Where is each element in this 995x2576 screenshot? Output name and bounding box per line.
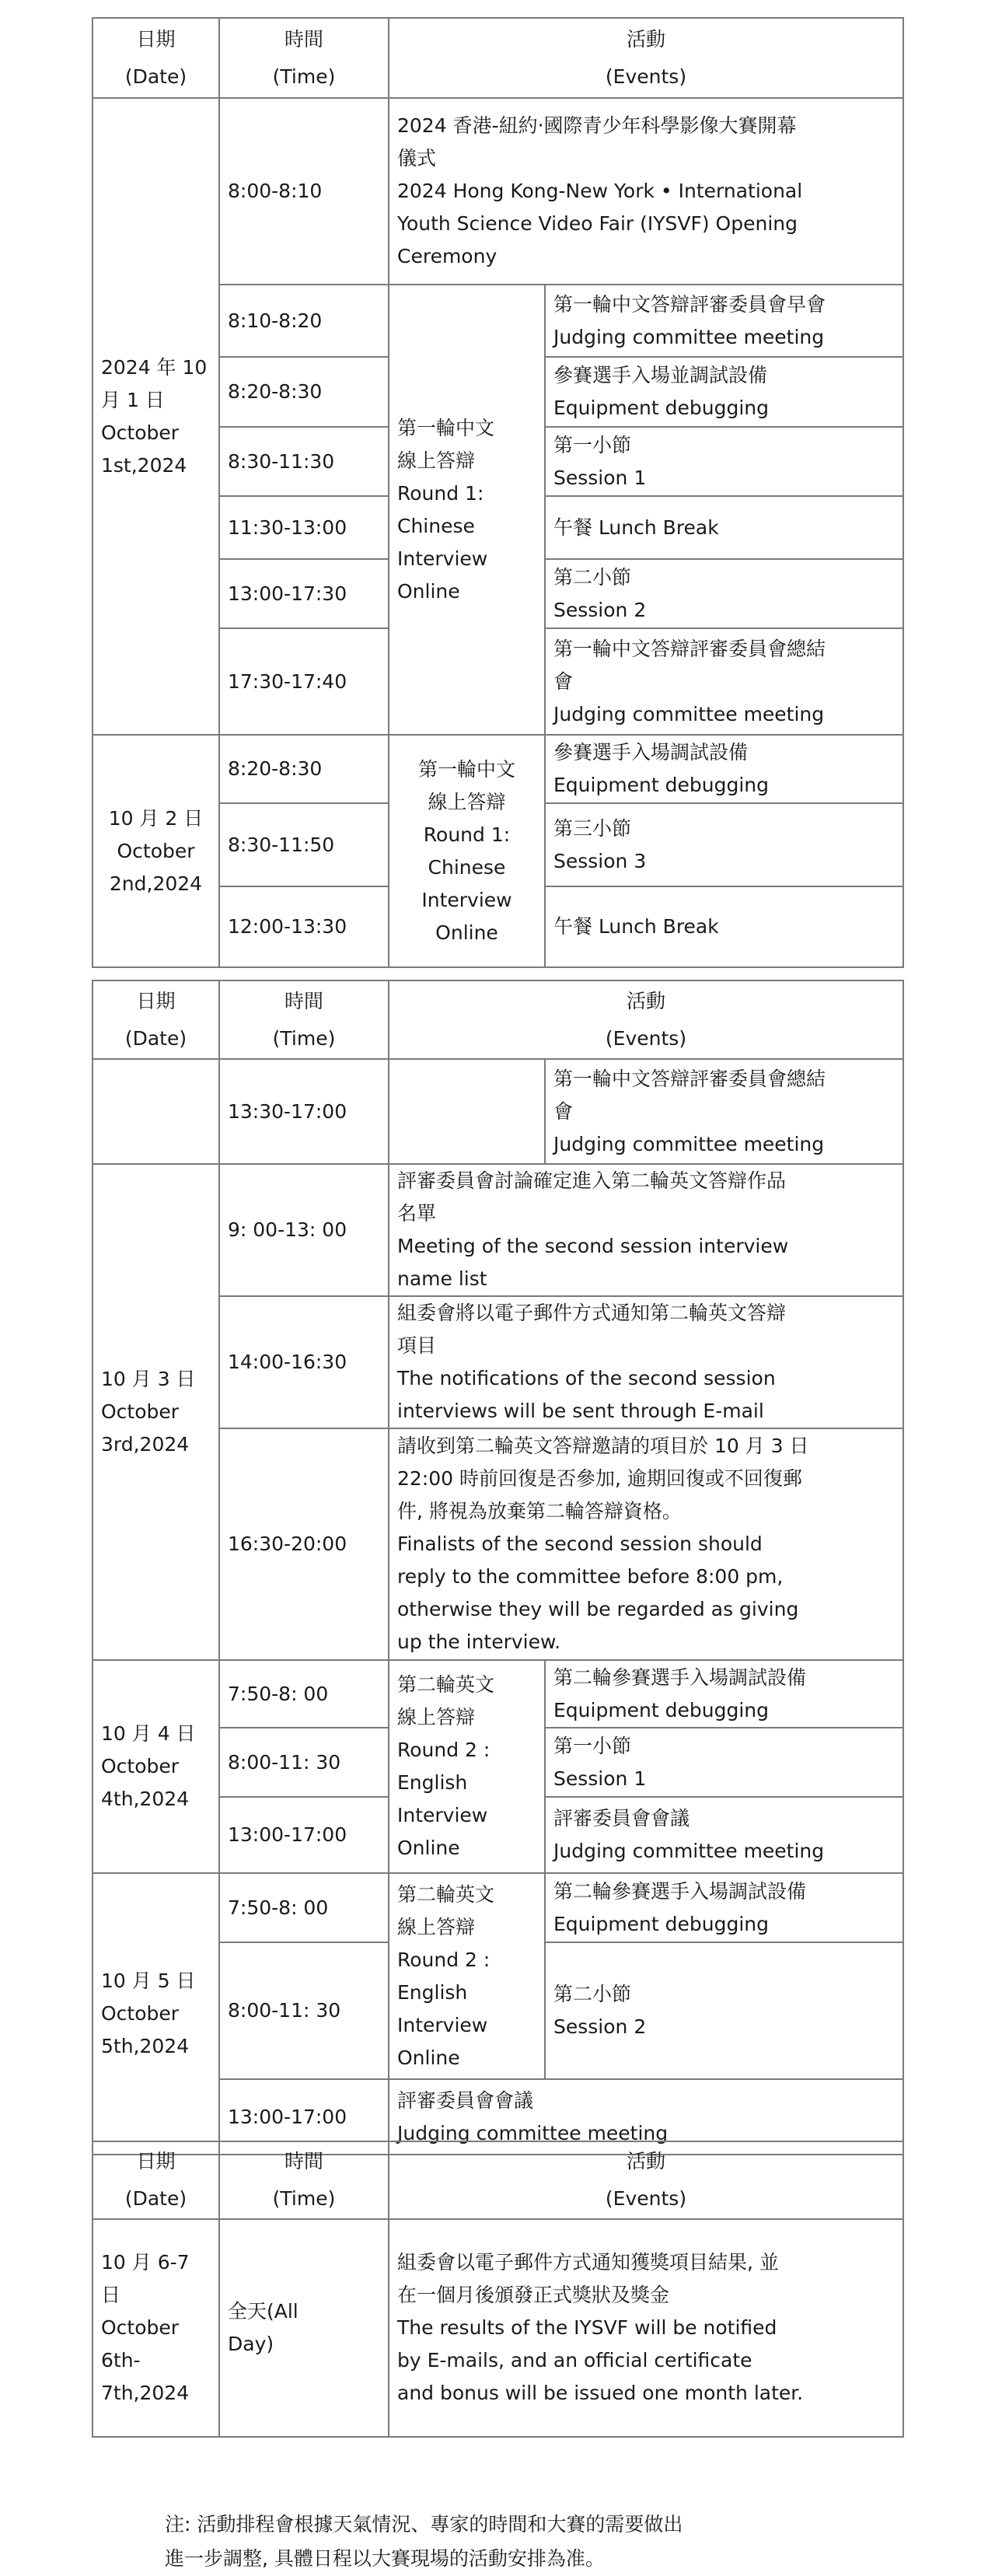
time-cell: 8:20-8:30 (219, 735, 389, 803)
header-time: 時間 (Time) (219, 980, 389, 1059)
event-cell: 評審委員會會議 Judging committee meeting (389, 2079, 903, 2155)
event-cell: 評審委員會會議 Judging committee meeting (545, 1797, 903, 1873)
time-cell: 8:10-8:20 (219, 285, 389, 357)
header-events: 活動 (Events) (389, 2141, 903, 2219)
time-cell: 8:30-11:30 (219, 427, 389, 496)
event-cell: 第二小節 Session 2 (545, 559, 903, 628)
day5-date-cell: 10 月 5 日 October 5th,2024 (93, 1873, 219, 2155)
time-cell: 7:50-8: 00 (219, 1660, 389, 1728)
time-cell: 13:00-17:00 (219, 1797, 389, 1873)
event-cell: 參賽選手入場並調試設備 Equipment debugging (545, 357, 903, 427)
event-cell: 第一小節 Session 1 (545, 1728, 903, 1797)
event-cell: 第一輪中文答辯評審委員會總結 會 Judging committee meeting (545, 628, 903, 735)
table-row (93, 735, 903, 803)
time-cell: 13:30-17:00 (219, 1059, 389, 1164)
table-row (93, 1873, 903, 1942)
time-cell: 7:50-8: 00 (219, 1873, 389, 1942)
day2-cont-date-cell (93, 1059, 219, 1164)
event-cell: 請收到第二輪英文答辯邀請的項目於 10 月 3 日 22:00 時前回復是否參加, 逾期回復或不回復郵 件, 將視為放棄第二輪答辯資格。 Finalists of the second session should reply to the committee before 8:00 pm, otherwise they will be regarded as giving up the interview. (389, 1428, 903, 1660)
header-date: 日期 (Date) (93, 980, 219, 1059)
day2-round-cell: 第一輪中文 線上答辯 Round 1: Chinese Interview Online (389, 735, 545, 967)
header-date: 日期 (Date) (93, 2141, 219, 2219)
header-time: 時間 (Time) (219, 18, 389, 98)
time-cell: 11:30-13:00 (219, 496, 389, 559)
time-cell: 8:00-11: 30 (219, 1728, 389, 1797)
header-row (93, 2141, 903, 2219)
event-cell: 第二輪參賽選手入場調試設備 Equipment debugging (545, 1873, 903, 1942)
day1-date-cell: 2024 年 10 月 1 日 October 1st,2024 (93, 98, 219, 735)
event-cell: 第一小節 Session 1 (545, 427, 903, 496)
day4-round-cell: 第二輪英文 線上答辯 Round 2 : English Interview Online (389, 1660, 545, 1873)
time-cell: 全天(All Day) (219, 2219, 389, 2437)
table-row (93, 98, 903, 285)
event-cell: 第二小節 Session 2 (545, 1942, 903, 2079)
header-row (93, 18, 903, 98)
table-row (93, 2219, 903, 2437)
schedule-note: 注: 活動排程會根據天氣情況、專家的時間和大賽的需要做出 進一步調整, 具體日程以大賽現場的活動安排為准。 (165, 2513, 683, 2570)
event-cell: 組委會以電子郵件方式通知獲獎項目結果, 並 在一個月後頒發正式獎狀及獎金 The results of the IYSVF will be notified by E-mails, and an official certificate and bonus will be issued one month later. (389, 2219, 903, 2437)
time-cell: 12:00-13:30 (219, 886, 389, 967)
time-cell: 8:00-8:10 (219, 98, 389, 285)
schedule-table-2 (92, 980, 904, 2155)
time-cell: 16:30-20:00 (219, 1428, 389, 1660)
header-date: 日期 (Date) (93, 18, 219, 98)
schedule-table-3 (92, 2141, 904, 2438)
table-row (93, 1059, 903, 1164)
time-cell: 9: 00-13: 00 (219, 1164, 389, 1296)
time-cell: 8:20-8:30 (219, 357, 389, 427)
event-cell: 第二輪參賽選手入場調試設備 Equipment debugging (545, 1660, 903, 1728)
time-cell: 13:00-17:30 (219, 559, 389, 628)
day4-date-cell: 10 月 4 日 October 4th,2024 (93, 1660, 219, 1873)
header-events: 活動 (Events) (389, 980, 903, 1059)
round-cell-empty (389, 1059, 545, 1164)
day67-date-cell: 10 月 6-7 日 October 6th- 7th,2024 (93, 2219, 219, 2437)
time-cell: 8:00-11: 30 (219, 1942, 389, 2079)
day2-date-cell: 10 月 2 日 October 2nd,2024 (93, 735, 219, 967)
time-cell: 17:30-17:40 (219, 628, 389, 735)
event-cell: 第一輪中文答辯評審委員會總結 會 Judging committee meeting (545, 1059, 903, 1164)
event-cell: 午餐 Lunch Break (545, 886, 903, 967)
header-events: 活動 (Events) (389, 18, 903, 98)
schedule-table-1 (92, 17, 904, 968)
event-cell: 第一輪中文答辯評審委員會早會 Judging committee meeting (545, 285, 903, 357)
table-row (93, 1660, 903, 1728)
event-cell: 第三小節 Session 3 (545, 803, 903, 886)
event-cell: 評審委員會討論確定進入第二輪英文答辯作品 名單 Meeting of the second session interview name list (389, 1164, 903, 1296)
event-cell: 午餐 Lunch Break (545, 496, 903, 559)
event-cell: 參賽選手入場調試設備 Equipment debugging (545, 735, 903, 803)
time-cell: 14:00-16:30 (219, 1296, 389, 1428)
day1-round-cell: 第一輪中文 線上答辯 Round 1: Chinese Interview Online (389, 285, 545, 735)
event-cell: 組委會將以電子郵件方式通知第二輪英文答辯 項目 The notifications of the second session interviews will be sent through E-mail (389, 1296, 903, 1428)
day5-round-cell: 第二輪英文 線上答辯 Round 2 : English Interview Online (389, 1873, 545, 2079)
time-cell: 13:00-17:00 (219, 2079, 389, 2155)
time-cell: 8:30-11:50 (219, 803, 389, 886)
event-cell: 2024 香港-紐約‧國際青少年科學影像大賽開幕 儀式 2024 Hong Kong-New York • International Youth Science Video Fair (IYSVF) Opening Ceremony (389, 98, 903, 285)
table-row (93, 1164, 903, 1296)
header-row (93, 980, 903, 1059)
day3-date-cell: 10 月 3 日 October 3rd,2024 (93, 1164, 219, 1660)
header-time: 時間 (Time) (219, 2141, 389, 2219)
